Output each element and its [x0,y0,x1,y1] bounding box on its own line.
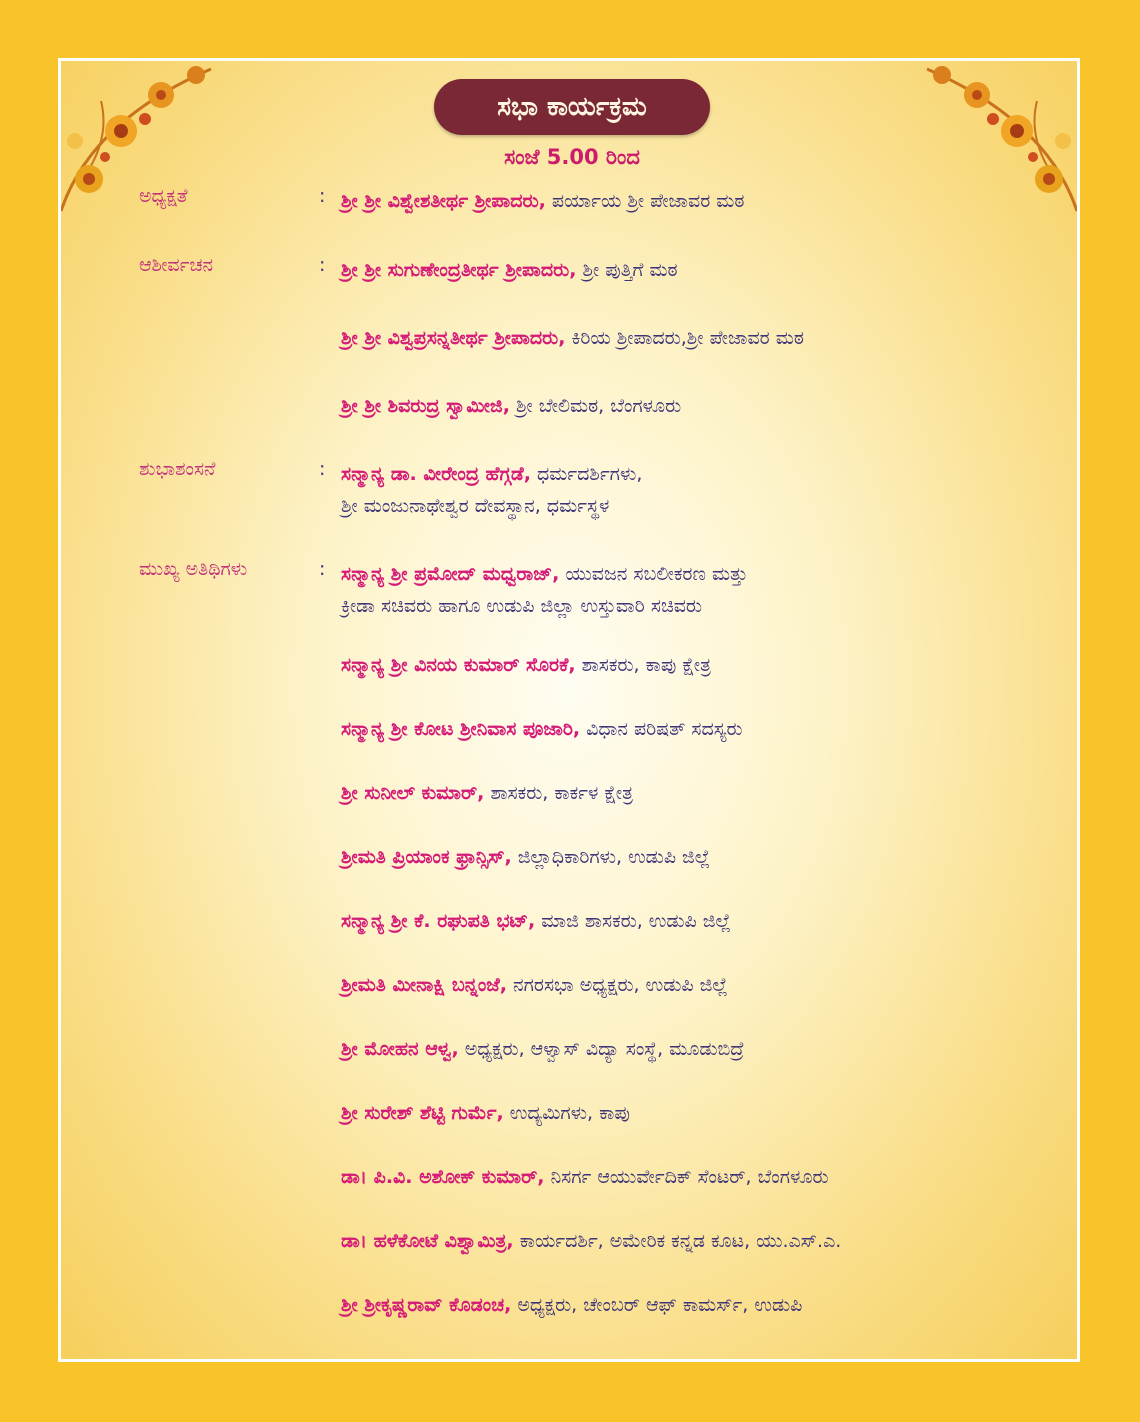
guest-name: ಶ್ರೀ ಶ್ರೀ ವಿಶ್ವಪ್ರಸನ್ನತೀರ್ಥ ಶ್ರೀಪಾದರು, [341,327,566,349]
guest-title: ಅಧ್ಯಕ್ಷರು, ಚೇಂಬರ್ ಆಫ್ ಕಾಮರ್ಸ್, ಉಡುಪಿ [517,1294,803,1316]
page-title: ಸಭಾ ಕಾರ್ಯಕ್ರಮ [434,79,710,135]
list-item [341,1161,1071,1193]
guest-title: ನಗರಸಭಾ ಅಧ್ಯಕ್ಷರು, ಉಡುಪಿ ಜಿಲ್ಲೆ [513,974,728,996]
guest-title: ವಿಧಾನ ಪರಿಷತ್ ಸದಸ್ಯರು [586,718,743,740]
section-colon: : [319,558,326,580]
guest-title: ಉದ್ಯಮಿಗಳು, ಕಾಪು [509,1102,630,1124]
list-item [341,254,1071,286]
list-item [341,322,1071,354]
guest-title-line2: ಶ್ರೀ ಮಂಜುನಾಥೇಶ್ವರ ದೇವಸ್ಥಾನ, ಧರ್ಮಸ್ಥಳ [341,495,610,517]
guest-name: ಶ್ರೀ ಮೋಹನ ಆಳ್ವ, [341,1038,459,1060]
guest-name: ಶ್ರೀಮತಿ ಮೀನಾಕ್ಷಿ ಬನ್ನಂಜೆ, [341,974,507,996]
section-label: ಮುಖ್ಯ ಅತಿಥಿಗಳು [139,558,248,580]
guest-name: ಸನ್ಮಾನ್ಯ ಶ್ರೀ ಕೋಟ ಶ್ರೀನಿವಾಸ ಪೂಜಾರಿ, [341,718,581,740]
guest-title: ಶಾಸಕರು, ಕಾರ್ಕಳ ಕ್ಷೇತ್ರ [490,782,633,804]
guest-name: ಸನ್ಮಾನ್ಯ ಶ್ರೀ ವಿನಯ ಕುಮಾರ್ ಸೊರಕೆ, [341,654,576,676]
guest-title: ಧರ್ಮದರ್ಶಿಗಳು, [536,463,643,485]
program-card [58,58,1080,1362]
guest-name: ಶ್ರೀ ಸುರೇಶ್ ಶೆಟ್ಟಿ ಗುರ್ಮೆ, [341,1102,504,1124]
guest-name: ಶ್ರೀ ಸುನೀಲ್ ಕುಮಾರ್, [341,782,485,804]
guest-title: ನಿಸರ್ಗ ಆಯುರ್ವೇದಿಕ್ ಸೆಂಟರ್, ಬೆಂಗಳೂರು [550,1166,829,1188]
section-label: ಅಧ್ಯಕ್ಷತೆ [139,185,188,207]
list-item [341,905,1071,937]
list-item [341,1225,1071,1257]
list-item [341,713,1071,745]
guest-name: ಶ್ರೀ ಶ್ರೀಕೃಷ್ಣರಾವ್ ಕೊಡಂಚ, [341,1294,512,1316]
guest-title: ಮಾಜಿ ಶಾಸಕರು, ಉಡುಪಿ ಜಿಲ್ಲೆ [541,910,731,932]
guest-title: ಅಧ್ಯಕ್ಷರು, ಆಳ್ವಾಸ್ ವಿದ್ಯಾ ಸಂಸ್ಥೆ, ಮೂಡುಬಿದ್ರೆ [464,1038,745,1060]
guest-name: ಶ್ರೀ ಶ್ರೀ ವಿಶ್ವೇಶತೀರ್ಥ ಶ್ರೀಪಾದರು, [341,190,546,212]
guest-name: ಡಾ। ಪಿ.ವಿ. ಅಶೋಕ್ ಕುಮಾರ್, [341,1166,545,1188]
guest-name: ಸನ್ಮಾನ್ಯ ಶ್ರೀ ಪ್ರಮೋದ್ ಮಧ್ವರಾಜ್, [341,563,560,585]
section-colon: : [319,254,326,276]
list-item [341,1097,1071,1129]
section-colon: : [319,458,326,480]
guest-name: ಡಾ। ಹಳೆಕೋಟೆ ವಿಶ್ವಾಮಿತ್ರ, [341,1230,514,1252]
section-label: ಶುಭಾಶಂಸನೆ [139,458,216,480]
guest-name: ಶ್ರೀಮತಿ ಪ್ರಿಯಾಂಕ ಫ್ರಾನ್ಸಿಸ್, [341,846,512,868]
list-item [341,777,1071,809]
guest-title: ಶ್ರೀ ಪುತ್ತಿಗೆ ಮಠ [582,259,678,281]
guest-title: ಕಿರಿಯ ಶ್ರೀಪಾದರು,ಶ್ರೀ ಪೇಜಾವರ ಮಠ [571,327,804,349]
section-colon: : [319,185,326,207]
list-item [341,1289,1071,1321]
guest-title: ಜಿಲ್ಲಾಧಿಕಾರಿಗಳು, ಉಡುಪಿ ಜಿಲ್ಲೆ [517,846,711,868]
guest-name: ಶ್ರೀ ಶ್ರೀ ಸುಗುಣೇಂದ್ರತೀರ್ಥ ಶ್ರೀಪಾದರು, [341,259,577,281]
guest-title: ಕಾರ್ಯದರ್ಶಿ, ಅಮೇರಿಕ ಕನ್ನಡ ಕೂಟ, ಯು.ಎಸ್.ಎ. [519,1230,842,1252]
guest-title: ಶ್ರೀ ಬೇಲಿಮಠ, ಬೆಂಗಳೂರು [515,395,682,417]
guest-name: ಸನ್ಮಾನ್ಯ ಡಾ. ವೀರೇಂದ್ರ ಹೆಗ್ಗಡೆ, [341,463,531,485]
list-item [341,969,1071,1001]
list-item [341,390,1071,422]
list-item [341,185,1071,217]
guest-title-line2: ಕ್ರೀಡಾ ಸಚಿವರು ಹಾಗೂ ಉಡುಪಿ ಜಿಲ್ಲಾ ಉಸ್ತುವಾರಿ ಸಚಿವರು [341,595,703,617]
guest-title: ಯುವಜನ ಸಬಲೀಕರಣ ಮತ್ತು [565,563,748,585]
guest-name: ಶ್ರೀ ಶ್ರೀ ಶಿವರುದ್ರ ಸ್ವಾಮೀಜಿ, [341,395,510,417]
section-label: ಆಶೀರ್ವಚನ [139,254,214,276]
list-item [341,558,1071,622]
list-item [341,1033,1071,1065]
guest-title: ಪರ್ಯಾಯ ಶ್ರೀ ಪೇಜಾವರ ಮಠ [551,190,745,212]
guest-name: ಸನ್ಮಾನ್ಯ ಶ್ರೀ ಕೆ. ರಘುಪತಿ ಭಟ್, [341,910,536,932]
time-subtitle: ಸಂಜೆ 5.00 ರಿಂದ [504,145,640,169]
list-item [341,649,1071,681]
list-item [341,841,1071,873]
guest-title: ಶಾಸಕರು, ಕಾಪು ಕ್ಷೇತ್ರ [581,654,711,676]
list-item [341,458,1071,522]
